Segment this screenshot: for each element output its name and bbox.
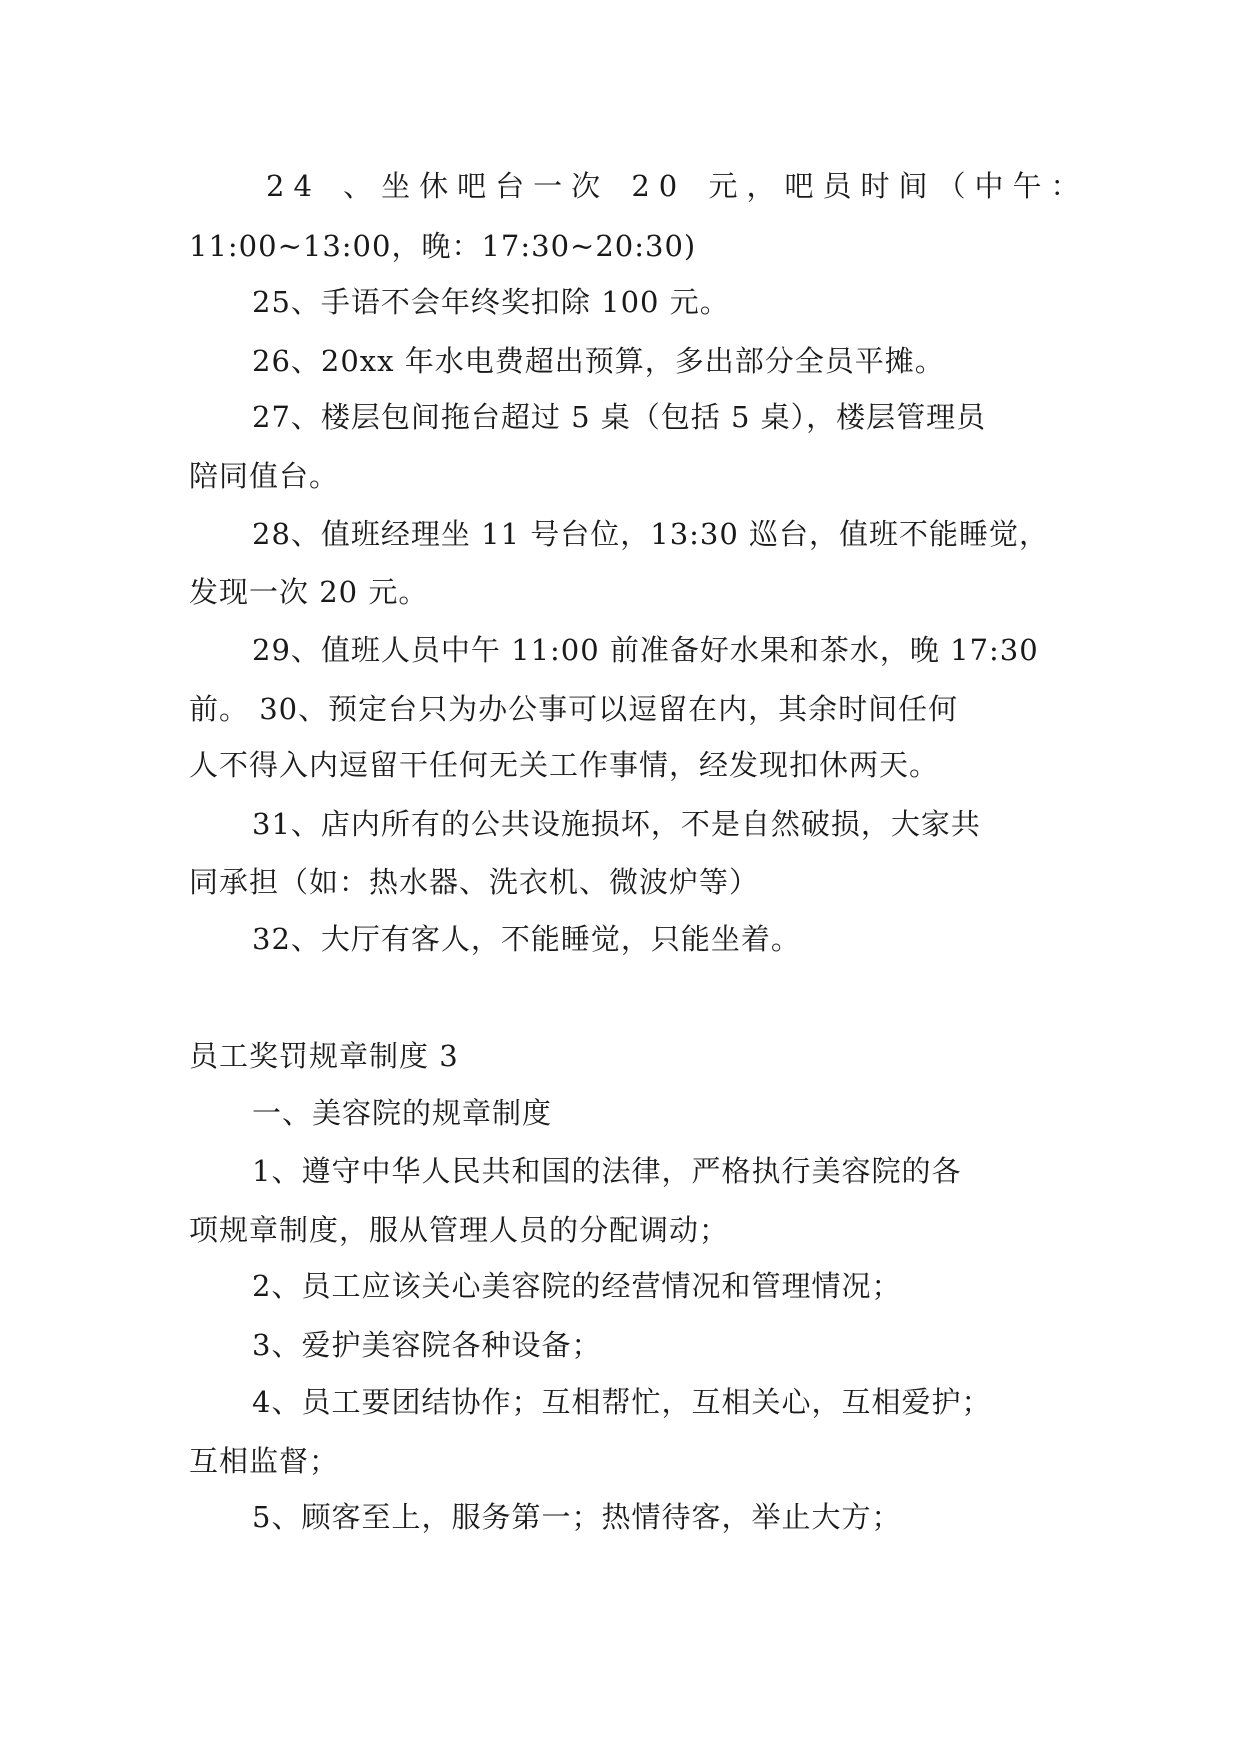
text-line-rule-26: 26、20xx 年水电费超出预算，多出部分全员平摊。 bbox=[252, 344, 945, 378]
text-line-rule-27: 27、楼层包间拖台超过 5 桌（包括 5 桌），楼层管理员 bbox=[252, 400, 987, 434]
text-line-rule-28-cont: 发现一次 20 元。 bbox=[189, 575, 429, 609]
text-line-rule-30-cont: 人不得入内逗留干任何无关工作事情，经发现扣休两天。 bbox=[189, 748, 940, 782]
text-line-rule-31: 31、店内所有的公共设施损坏，不是自然破损，大家共 bbox=[252, 807, 981, 841]
text-line-rule-29: 29、值班人员中午 11:00 前准备好水果和茶水，晚 17:30 bbox=[252, 633, 1039, 667]
text-line-rule-31-cont: 同承担（如：热水器、洗衣机、微波炉等） bbox=[189, 865, 760, 899]
text-line-item-4: 4、员工要团结协作；互相帮忙，互相关心，互相爱护； bbox=[252, 1385, 992, 1419]
text-line-rule-32: 32、大厅有客人，不能睡觉，只能坐着。 bbox=[252, 922, 801, 956]
text-line-rule-27-cont: 陪同值台。 bbox=[189, 459, 340, 493]
text-line-item-4-cont: 互相监督； bbox=[189, 1444, 340, 1478]
section-heading: 员工奖罚规章制度 3 bbox=[189, 1039, 459, 1073]
text-line-item-1: 1、遵守中华人民共和国的法律，严格执行美容院的各 bbox=[252, 1154, 962, 1188]
text-line-item-3: 3、爱护美容院各种设备； bbox=[252, 1328, 602, 1362]
text-line-item-1-cont: 项规章制度，服从管理人员的分配调动； bbox=[189, 1213, 730, 1247]
text-line-rule-25: 25、手语不会年终奖扣除 100 元。 bbox=[252, 285, 730, 319]
subsection-heading: 一、美容院的规章制度 bbox=[252, 1096, 553, 1130]
text-line-rule-24-cont: 11:00~13:00，晚：17:30~20:30) bbox=[189, 229, 697, 263]
text-line-rule-24: 24 、坐休吧台一次 20 元，吧员时间（中午： bbox=[266, 169, 1089, 203]
text-line-item-5: 5、顾客至上，服务第一；热情待客，举止大方； bbox=[252, 1500, 902, 1534]
text-line-rule-30: 前。 30、预定台只为办公事可以逗留在内，其余时间任何 bbox=[189, 692, 959, 726]
text-line-item-2: 2、员工应该关心美容院的经营情况和管理情况； bbox=[252, 1269, 902, 1303]
text-line-rule-28: 28、值班经理坐 11 号台位，13:30 巡台，值班不能睡觉， bbox=[252, 517, 1050, 551]
